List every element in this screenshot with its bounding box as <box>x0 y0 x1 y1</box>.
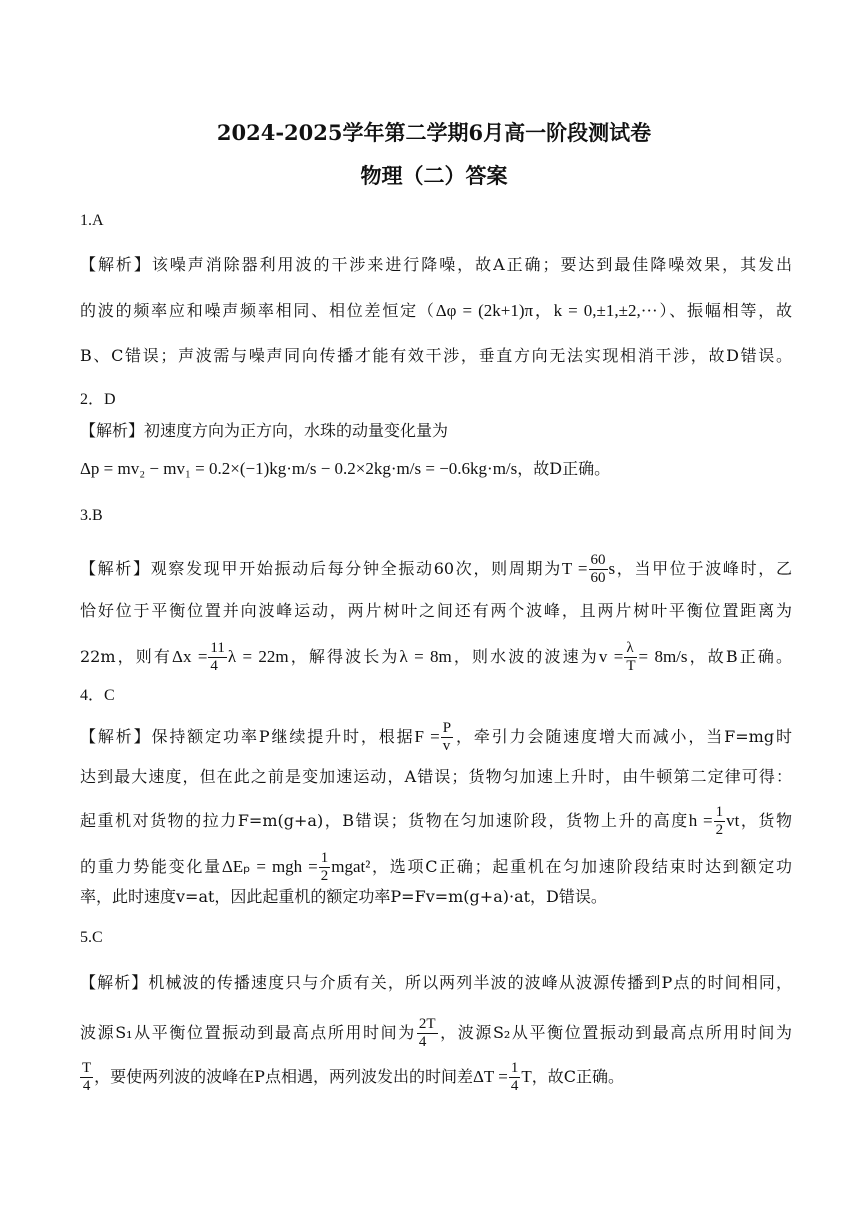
q5-text-2a: 波源S₁从平衡位置振动到最高点所用时间为 <box>80 1023 416 1042</box>
q4-height-denominator: 2 <box>715 822 724 838</box>
q4-text-4b: ，选项C正确；起重机在匀加速阶段结束时达到额定功 <box>370 857 792 876</box>
q5-dt-numerator: 1 <box>510 1060 519 1076</box>
q4-force-numerator: P <box>442 720 452 736</box>
q3-analysis-tag: 【解析】 <box>80 559 151 578</box>
q1-answer: 1.A <box>80 212 104 229</box>
q3-text-1a: 观察发现甲开始振动后每分钟全振动60次，则周期为 <box>150 559 562 578</box>
q1-text-2a: 的波的频率应和噪声频率相同、相位差恒定（ <box>80 301 436 320</box>
q5-time2-fraction <box>80 1060 93 1095</box>
q3-text-3a: 22m，则有 <box>80 647 173 666</box>
q5-dt-denominator: 4 <box>510 1078 519 1094</box>
q4-energy-lhs: ΔEₚ = mgh = <box>221 857 318 876</box>
q3-speed-fraction <box>624 640 637 675</box>
q4-text-1a: 保持额定功率P继续提升时，根据 <box>151 727 415 746</box>
q4-energy-fraction <box>319 850 331 885</box>
q5-text-1: 机械波的传播速度只与介质有关，所以两列半波的波峰从波源传播到P点的时间相同， <box>148 973 792 992</box>
q5-line-2 <box>80 1016 792 1051</box>
q3-speed-lhs: v = <box>598 647 624 666</box>
q4-answer: 4．C <box>80 687 115 704</box>
q4-energy-numerator: 1 <box>320 850 329 866</box>
q3-speed-denominator: T <box>626 658 636 674</box>
q1-line-2 <box>80 300 792 322</box>
q3-dx-rhs: λ = 22m <box>227 647 289 666</box>
q3-answer: 3.B <box>80 507 103 524</box>
q2-text-1: 初速度方向为正方向，水珠的动量变化量为 <box>144 421 449 440</box>
q4-height-lhs: h = <box>688 811 713 830</box>
q3-text-1b: ，当甲位于波峰时，乙 <box>615 559 792 578</box>
q1-line-3: B、C错误；声波需与噪声同向传播才能有效干涉，垂直方向无法实现相消干涉，故D错误。 <box>80 346 792 365</box>
q3-period-fraction <box>589 552 608 587</box>
q1-text-1: 该噪声消除器利用波的干涉来进行降噪，故A正确；要达到最佳降噪效果，其发出 <box>151 255 792 274</box>
q4-energy-denominator: 2 <box>320 868 329 884</box>
q1-analysis-tag: 【解析】 <box>80 255 152 274</box>
q4-energy-rhs: mgat² <box>331 857 371 876</box>
q3-dx-numerator: 11 <box>210 640 225 656</box>
q5-text-3b: ，故C正确。 <box>531 1067 624 1086</box>
q4-line-2: 达到最大速度，但在此之前是变加速运动，A错误；货物匀加速上升时，由牛顿第二定律可得： <box>80 767 792 786</box>
q5-text-3a: ，要使两列波的波峰在P点相遇，两列波发出的时间差 <box>94 1067 473 1086</box>
q5-dt-fraction <box>509 1060 521 1095</box>
q3-speed-numerator: λ <box>624 640 637 658</box>
q3-wavelength: λ = 8m <box>399 647 452 666</box>
q1-phase-formula: Δφ = (2k+1)π，k = 0,±1,±2,··· <box>435 301 658 320</box>
q5-time1-numerator: 2T <box>418 1016 436 1032</box>
q4-height-fraction <box>714 804 726 839</box>
q3-period-unit: s <box>608 559 616 578</box>
q2-line-1 <box>80 420 792 442</box>
q3-line-1 <box>80 552 792 587</box>
q4-analysis-tag: 【解析】 <box>80 727 152 746</box>
q4-line-1 <box>80 720 792 755</box>
q2-text-2: ，故D正确。 <box>517 459 611 478</box>
q5-line-1 <box>80 972 792 994</box>
q5-time2-numerator: T <box>82 1060 92 1076</box>
page-subtitle: 物理（二）答案 <box>360 163 508 188</box>
q5-text-2b: ，波源S₂从平衡位置振动到最高点所用时间为 <box>438 1023 792 1042</box>
q3-dx-lhs: Δx = <box>172 647 208 666</box>
q2-line-2 <box>80 458 792 480</box>
q3-text-3c: ，则水波的波速为 <box>451 647 599 666</box>
q3-speed-rhs: = 8m/s <box>638 647 688 666</box>
q5-line-3 <box>80 1060 792 1095</box>
q2-answer: 2．D <box>80 391 116 408</box>
q4-height-numerator: 1 <box>715 804 724 820</box>
q1-line-1 <box>80 254 792 276</box>
q5-dt-rhs: T <box>521 1067 532 1086</box>
q3-text-3d: ，故B正确。 <box>687 647 792 666</box>
q1-text-2b: ）、振幅相等，故 <box>657 301 792 320</box>
q4-force-fraction <box>441 720 453 755</box>
q5-time2-denominator: 4 <box>82 1078 91 1094</box>
page-title: 2024-2025学年第二学期6月高一阶段测试卷 <box>216 120 652 145</box>
q2-momentum-equation: Δp = mv₂ − mv₁ = 0.2×(−1)kg·m/s − 0.2×2kg·m/s = −0.6kg·m/s <box>80 459 518 478</box>
q4-text-4a: 的重力势能变化量 <box>80 857 222 876</box>
q5-time1-denominator: 4 <box>418 1034 427 1050</box>
q2-analysis-tag: 【解析】 <box>80 421 145 440</box>
q5-dt-lhs: ΔT = <box>472 1067 508 1086</box>
q5-time1-fraction <box>417 1016 438 1051</box>
q4-text-3a: 起重机对货物的拉力F=m(g+a)，B错误；货物在匀加速阶段，货物上升的高度 <box>80 811 689 830</box>
q4-force-denominator: v <box>442 738 451 754</box>
q4-text-1b: ，牵引力会随速度增大而减小，当F=mg时 <box>454 727 792 746</box>
q3-text-3b: ，解得波长为 <box>288 647 400 666</box>
q3-line-2: 恰好位于平衡位置并向波峰运动，两片树叶之间还有两个波峰，且两片树叶平衡位置距离为 <box>80 601 792 620</box>
q4-force-lhs: F = <box>414 727 440 746</box>
q3-period-denominator: 60 <box>590 570 606 586</box>
q5-analysis-tag: 【解析】 <box>80 973 149 992</box>
q4-text-3b: ，货物 <box>739 811 792 830</box>
q3-dx-denominator: 4 <box>210 658 218 674</box>
q3-line-3 <box>80 640 792 675</box>
q4-line-5: 率，此时速度v=at，因此起重机的额定功率P=Fv=m(g+a)·at，D错误。 <box>80 887 607 906</box>
q3-dx-fraction <box>208 640 226 675</box>
q4-line-4 <box>80 850 792 885</box>
q4-height-rhs: vt <box>726 811 740 830</box>
q5-answer: 5.C <box>80 929 103 946</box>
q4-line-3 <box>80 804 792 839</box>
q3-period-lhs: T = <box>561 559 588 578</box>
q3-period-numerator: 60 <box>590 552 606 568</box>
